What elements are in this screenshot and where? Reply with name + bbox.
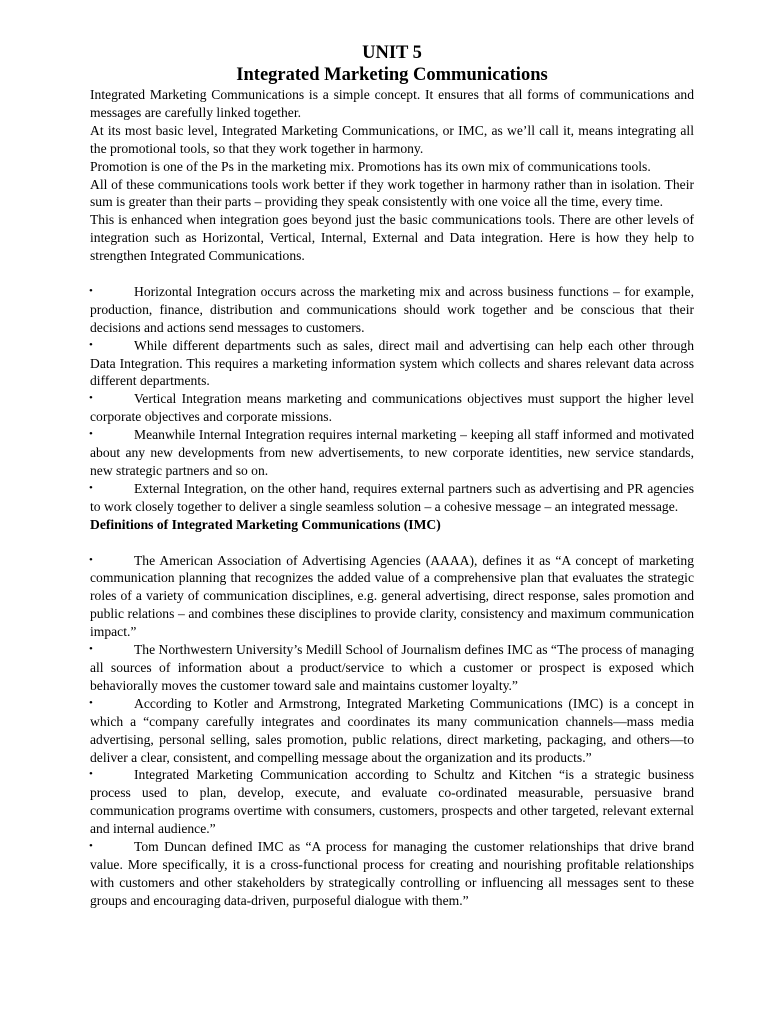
bullet-icon: •	[89, 392, 93, 405]
intro-paragraph: This is enhanced when integration goes beyond just the basic communications tools. There are other levels of integration such as Horizontal, Vertical, Internal, External and Data integration. Here is how they help to strengthen Integrated Communications.	[90, 212, 694, 264]
bullet-icon: •	[89, 284, 93, 297]
bullet-text: Horizontal Integration occurs across the marketing mix and across business functions – for example, production, finance, distribution and communications should work together and be conscious that their decisions and actions send messages to customers.	[90, 283, 694, 335]
bullet-text: Tom Duncan defined IMC as “A process for managing the customer relationships that drive brand value. More specifically, it is a cross-functional process for creating and nourishing profitable relationships with customers and other stakeholders by strategically controlling or influencing all messages sent to these groups and encouraging data-driven, purposeful dialogue with them.”	[90, 839, 694, 908]
definition-bullet	[90, 766, 694, 838]
integration-bullet	[90, 426, 694, 480]
bullet-icon: •	[89, 338, 93, 351]
bullet-text: While different departments such as sales, direct mail and advertising can help each other through Data Integration. This requires a marketing information system which collects and shares relevant data across different departments.	[90, 337, 694, 389]
integration-bullet	[90, 480, 694, 516]
spacer	[90, 265, 694, 283]
bullet-icon: •	[89, 553, 93, 566]
definition-bullet	[90, 838, 694, 910]
spacer	[90, 534, 694, 552]
unit-title: UNIT 5	[362, 43, 422, 63]
bullet-icon: •	[89, 768, 93, 781]
intro-paragraph: Integrated Marketing Communications is a simple concept. It ensures that all forms of communications and messages are carefully linked together.	[90, 87, 694, 120]
bullet-icon: •	[89, 696, 93, 709]
bullet-text: Vertical Integration means marketing and communications objectives must support the higher level corporate objectives and corporate missions.	[90, 391, 694, 425]
bullet-text: The Northwestern University’s Medill School of Journalism defines IMC as “The process of managing all sources of information about a product/service to which a customer or prospect is exposed which behaviorally moves the customer toward sale and maintains customer loyalty.”	[90, 642, 694, 693]
definition-bullet	[90, 695, 694, 767]
definition-bullet	[90, 552, 694, 642]
definitions-heading: Definitions of Integrated Marketing Communications (IMC)	[90, 516, 441, 532]
bullet-text: Meanwhile Internal Integration requires internal marketing – keeping all staff informed and motivated about any new developments from new advertisements, to new corporate identities, new service standards, new strategic partners and so on.	[90, 427, 694, 479]
bullet-text: External Integration, on the other hand, requires external partners such as advertising and PR agencies to work closely together to deliver a single seamless solution – a cohesive message – an integrated message.	[90, 480, 694, 514]
bullet-icon: •	[89, 840, 93, 853]
bullet-icon: •	[89, 643, 93, 656]
intro-paragraph: At its most basic level, Integrated Marketing Communications, or IMC, as we’ll call it, means integrating all the promotional tools, so that they work together in harmony.	[90, 122, 694, 156]
intro-paragraph: All of these communications tools work better if they work together in harmony rather than in isolation. Their sum is greater than their parts – providing they speak consistently with one voice all the time, every time.	[90, 176, 694, 210]
definition-bullet	[90, 641, 694, 695]
bullet-icon: •	[89, 481, 93, 494]
document-title: Integrated Marketing Communications	[236, 65, 548, 85]
integration-bullet	[90, 283, 694, 337]
integration-bullet	[90, 337, 694, 391]
document-page	[90, 42, 694, 910]
integration-bullet	[90, 390, 694, 426]
bullet-text: Integrated Marketing Communication according to Schultz and Kitchen “is a strategic business process used to plan, develop, execute, and evaluate co-ordinated measurable, persuasive brand communication programs overtime with consumers, customers, prospects and other targeted, relevant external and internal audience.”	[90, 767, 694, 837]
bullet-text: According to Kotler and Armstrong, Integrated Marketing Communications (IMC) is a concept in which a “company carefully integrates and coordinates its many communication channels—mass media advertising, personal selling, sales promotion, public relations, direct marketing, packaging, and others—to deliver a clear, consistent, and compelling message about the organization and its products.”	[90, 695, 694, 765]
bullet-text: The American Association of Advertising Agencies (AAAA), defines it as “A concept of marketing communication planning that recognizes the added value of a comprehensive plan that evaluates the strategic roles of a variety of communication disciplines, e.g. general advertising, direct response, sales promotion and public relations – and combines these disciplines to provide clarity, consistency and maximum communication impact.”	[90, 552, 694, 640]
bullet-icon: •	[89, 428, 93, 441]
intro-paragraph: Promotion is one of the Ps in the marketing mix. Promotions has its own mix of communications tools.	[90, 158, 651, 174]
